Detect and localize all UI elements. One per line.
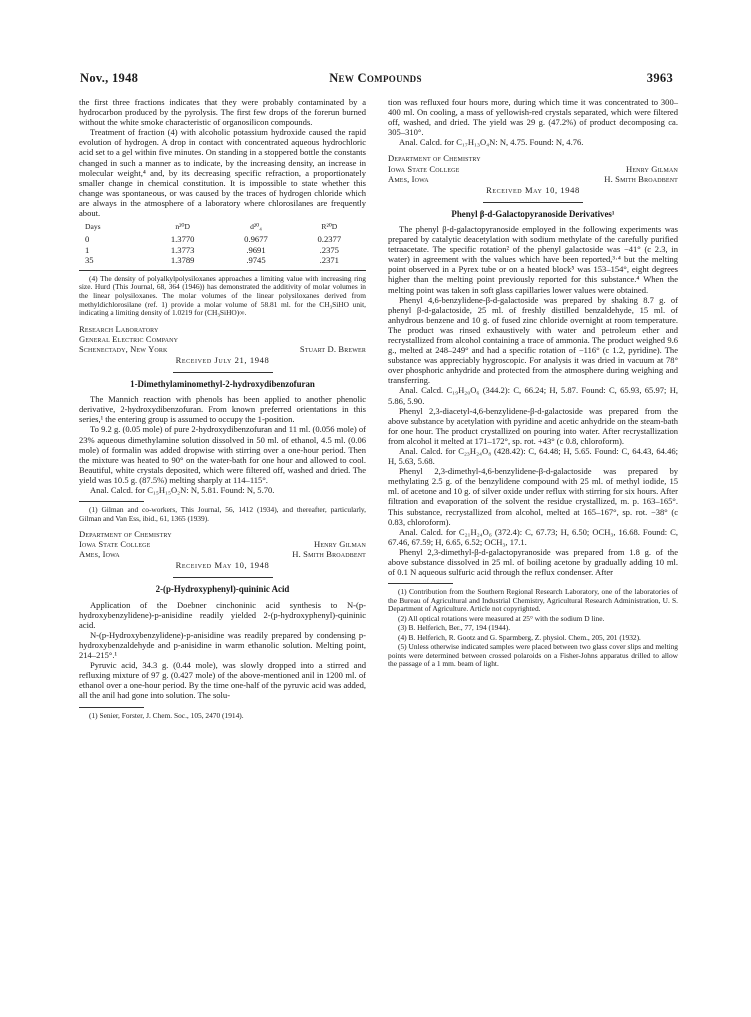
address-line: Iowa State College bbox=[388, 163, 460, 174]
table-cell: .2371 bbox=[319, 255, 339, 266]
footnotes bbox=[388, 588, 678, 669]
author-name: Henry Gilman bbox=[626, 163, 678, 174]
footnote-divider bbox=[388, 583, 453, 584]
address-line: Department of Chemistry bbox=[388, 153, 481, 164]
footnote: (1) Gilman and co-workers, This Journal, 56, 1412 (1934), and thereafter, particularly, Gilman and Van Ess, ibid., 61, 1365 (1939). bbox=[79, 505, 366, 523]
address-line: Iowa State College bbox=[79, 539, 151, 550]
paragraph: Pyruvic acid, 34.3 g. (0.44 mole), was slowly dropped into a stirred and refluxing mixture of 97 g. (0.427 mole) of the above-mentioned anil in 1200 ml. of ethanol over a one-hour period. By the time one-half of the pyruvic acid was added, all the anil had gone into solution. The solu- bbox=[79, 660, 366, 701]
running-header-date: Nov., 1948 bbox=[80, 71, 139, 85]
table-cell: 0 bbox=[85, 234, 90, 245]
table-cell: .2375 bbox=[319, 244, 339, 255]
footnote: (5) Unless otherwise indicated samples were placed between two glass cover slips and melting points were determined between crossed polaroids on a Fisher-Johns apparatus drilled to allow the passage of a 1 mm. beam of light. bbox=[388, 642, 678, 669]
paragraph: Phenyl 2,3-dimethyl-4,6-benzylidene-β-d-galactoside was prepared by methylating 2.5 g. of the benzylidene compound with 25 ml. of methyl iodide, 15 ml. of acetone and 10 g. of silver oxide under reflux with stirring for six hours. After filtration and evaporation of the solvent the residue crystallized, m. p. 163–165°. This substance, recrystallized from alcohol, melted at 165–167°, sp. rot. −38° (c 0.83, chloroform). bbox=[388, 466, 678, 527]
page-number: 3963 bbox=[646, 71, 673, 85]
address-line: Research Laboratory bbox=[79, 323, 159, 334]
paragraph: N-(p-Hydroxybenzylidene)-p-anisidine was readily prepared by condensing p-hydroxybenzaldehyde and p-anisidine in warm ethanolic solution. Melting point, 214–215°.¹ bbox=[79, 629, 366, 661]
section-title: 1-Dimethylaminomethyl-2-hydroxydibenzofuran bbox=[130, 379, 315, 390]
table-cell: .9745 bbox=[246, 255, 266, 266]
footnote: (2) All optical rotations were measured at 25° with the sodium D line. bbox=[398, 613, 605, 623]
paragraph: The phenyl β-d-galactopyranoside employed in the following experiments was prepared by catalytic deacetylation with sodium methylate of the carefully purified tetraacetate. The specific rotation² of the phenyl galactoside was −41° (c 2.3, in water) in agreement with the values which have been reported,³·⁴ but the melting point observed in a Pyrex tube or on a heated block⁵ was 153–154°, eight degrees higher than the melting point previously reported for this substance.⁴ When the melting point was taken in soft glass capillaries lower values were obtained. bbox=[388, 223, 678, 295]
right-column bbox=[388, 97, 678, 670]
paragraph: the first three fractions indicates that they were probably contaminated by a hydrocarbon produced by the pyrolysis. The first few drops of the forerun burned without the white smoke characteristic of organosilicon compounds. bbox=[79, 97, 366, 128]
table-header: n²⁰D bbox=[175, 222, 190, 232]
paragraph: Phenyl 2,3-diacetyl-4,6-benzylidene-β-d-galactoside was prepared from the above substance by acetylation with pyridine and acetic anhydride on the steam-bath for one hour. The product crystallized on pouring into water. After recrystallization from alcohol it melted at 171–172°, sp. rot. +43° (c 0.8, chloroform). bbox=[388, 405, 678, 446]
table-header: Days bbox=[85, 222, 101, 232]
paragraph: Phenyl 2,3-dimethyl-β-d-galactopyranoside was prepared from 1.8 g. of the above substance dissolved in 25 ml. of boiling acetone by gradually adding 10 ml. of 0.1 N aqueous sulfuric acid through the reflux condenser. After bbox=[388, 546, 678, 578]
running-header-section: New Compounds bbox=[329, 71, 422, 85]
received-date: Received May 10, 1948 bbox=[486, 184, 580, 195]
paragraph: To 9.2 g. (0.05 mole) of pure 2-hydroxydibenzofuran and 11 ml. (0.056 mole) of 23% aqueous dimethylamine solution dissolved in 50 ml. of ethanol, 4.5 ml. (0.06 mole) of formalin was added dropwise with stirring over a one-hour period. Then the mixture was heated to 90° on the water-bath for one hour and allowed to cool. Beautiful, white crystals deposited, which were filtered off, washed and dried. The yield was 10.5 g. (87.5%) melting sharply at 114–115°. bbox=[79, 424, 366, 485]
paragraph: The Mannich reaction with phenols has been applied to another phenolic derivative, 2-hydroxydibenzofuran. From known preferred orientations in this series,¹ the entering group is assumed to occupy the 1-position. bbox=[79, 394, 366, 425]
footnote: (1) Senier, Forster, J. Chem. Soc., 105, 2470 (1914). bbox=[89, 710, 244, 720]
table-cell: .9691 bbox=[246, 244, 266, 255]
data-table bbox=[79, 222, 366, 266]
table-cell: 1 bbox=[85, 244, 90, 255]
analysis-line: Anal. Calcd. C₁₉H₂₀O₆ (344.2): C, 66.24; H, 5.87. Found: C, 65.93, 65.97; H, 5.86, 5.90. bbox=[388, 385, 678, 406]
table-row bbox=[79, 255, 366, 266]
author-address bbox=[388, 153, 678, 183]
author-address bbox=[79, 529, 366, 559]
section-title: Phenyl β-d-Galactopyranoside Derivatives¹ bbox=[451, 208, 615, 219]
footnote-divider bbox=[79, 707, 144, 708]
footnote-divider bbox=[79, 501, 144, 502]
table-header: R²⁰D bbox=[321, 222, 338, 232]
address-line: Ames, Iowa bbox=[79, 549, 120, 560]
section-divider bbox=[173, 577, 273, 578]
paragraph: Application of the Doebner cinchoninic acid synthesis to N-(p-hydroxybenzylidene)-p-anisidine readily yielded 2-(p-hydroxyphenyl)-quininic acid. bbox=[79, 599, 366, 630]
received-date: Received May 10, 1948 bbox=[175, 560, 270, 571]
table-cell: 0.2377 bbox=[317, 234, 342, 245]
footnote: (4) B. Helferich, R. Gootz and G. Sparmberg, Z. physiol. Chem., 205, 201 (1932). bbox=[398, 632, 641, 642]
address-line: Department of Chemistry bbox=[79, 529, 172, 540]
table-header: d²⁰₄ bbox=[250, 222, 262, 232]
footnote: (3) B. Helferich, Ber., 77, 194 (1944). bbox=[398, 623, 511, 633]
analysis-line: Anal. Calcd. for C₂₁H₂₄O₆ (372.4): C, 67.73; H, 6.50; OCH₃, 16.68. Found: C, 67.46, 67.59; H, 6.65, 6.52; OCH₃, 17.1. bbox=[388, 526, 678, 547]
left-column bbox=[79, 97, 366, 721]
table-row bbox=[79, 234, 366, 245]
paragraph: Phenyl 4,6-benzylidene-β-d-galactoside was prepared by shaking 8.7 g. of phenyl β-d-galactoside, 25 ml. of freshly distilled benzaldehyde, 15 ml. of anhydrous benzene and 10 g. of fused zinc chloride overnight at room temperature. The product was rinsed exhaustively with water and petroleum ether and recrystallized from alcohol containing a trace of ammonia. The product weighed 9.6 g., melted at 248–249° and had a specific rotation of −116° (c 1.2, pyridine). The substance was appreciably hygroscopic. For analysis it was dried in vacuum at 78° over phosphoric anhydride and protected from the atmosphere during weighing and transferring. bbox=[388, 294, 678, 386]
table-cell: 35 bbox=[85, 255, 94, 266]
footnote: (1) Contribution from the Southern Regional Research Laboratory, one of the laboratories of the Bureau of Agricultural and Industrial Chemistry, Agricultural Research Administration, U. S. Department of Agriculture. Article not copyrighted. bbox=[388, 587, 678, 614]
address-line: Ames, Iowa bbox=[388, 173, 429, 184]
address-line: Schenectady, New York bbox=[79, 343, 168, 354]
section-title: 2-(p-Hydroxyphenyl)-quininic Acid bbox=[155, 584, 290, 595]
footnote: (4) The density of polyalkylpolysiloxanes approaches a limiting value with increasing ring size. Hurd (This Journal, 68, 364 (1946)) has demonstrated the additivity of molar volumes in the linear polysiloxanes. The molar volumes of the linear polysiloxanes derived from methyldichlorosilane (ref. 1) provide a molar volume of 58.81 ml. for the CH₃SiHO unit, indicating a limiting density of 1.0219 for (CH₃SiHO)∞. bbox=[79, 273, 366, 318]
table-cell: 1.3789 bbox=[170, 255, 195, 266]
analysis-line: Anal. Calcd. for C₁₅H₁₅O₂N: N, 5.81. Found: N, 5.70. bbox=[90, 485, 275, 495]
paragraph: tion was refluxed four hours more, during which time it was concentrated to 300–400 ml. On cooling, a mass of yellowish-red crystals separated, which were filtered off, washed, and dried. The yield was 29 g. (47.2%) of product decomposing ca. 305–310°. bbox=[388, 97, 678, 138]
author-name: Stuart D. Brewer bbox=[299, 343, 366, 354]
paragraph: Treatment of fraction (4) with alcoholic potassium hydroxide caused the rapid evolution of hydrogen. A drop in contact with concentrated aqueous hydrochloric acid set to a gel within five minutes. On standing in a stoppered bottle the constants changed in such a manner as to indicate, by the increasing density, an increase in molecular weight,⁴ and, by its decreasing specific refraction, a proportionately smaller change in chemical constitution. It is impossible to state whether this change was spontaneous, or was caused by the traces of hydrogen chloride which are always in the atmosphere of a laboratory where chlorosilanes are frequently about. bbox=[79, 127, 366, 219]
analysis-line: Anal. Calcd. for C₂₃H₂₄O₈ (428.42): C, 64.48; H, 5.65. Found: C, 64.43, 64.46; H, 5.63, 5.68. bbox=[388, 446, 678, 467]
received-date: Received July 21, 1948 bbox=[175, 354, 270, 365]
table-cell: 1.3773 bbox=[170, 244, 195, 255]
author-name: H. Smith Broadbent bbox=[604, 173, 678, 184]
section-divider bbox=[483, 202, 583, 203]
table-cell: 0.9677 bbox=[244, 234, 268, 245]
address-line: General Electric Company bbox=[79, 333, 179, 344]
author-address bbox=[79, 324, 366, 354]
table-cell: 1.3770 bbox=[170, 234, 195, 245]
section-divider bbox=[173, 372, 273, 373]
author-name: Henry Gilman bbox=[314, 539, 366, 550]
table-row bbox=[79, 245, 366, 256]
analysis-line: Anal. Calcd. for C₁₇H₁₃O₄N: N, 4.75. Found: N, 4.76. bbox=[399, 137, 584, 148]
author-name: H. Smith Broadbent bbox=[292, 549, 366, 560]
table-rule bbox=[79, 270, 366, 271]
